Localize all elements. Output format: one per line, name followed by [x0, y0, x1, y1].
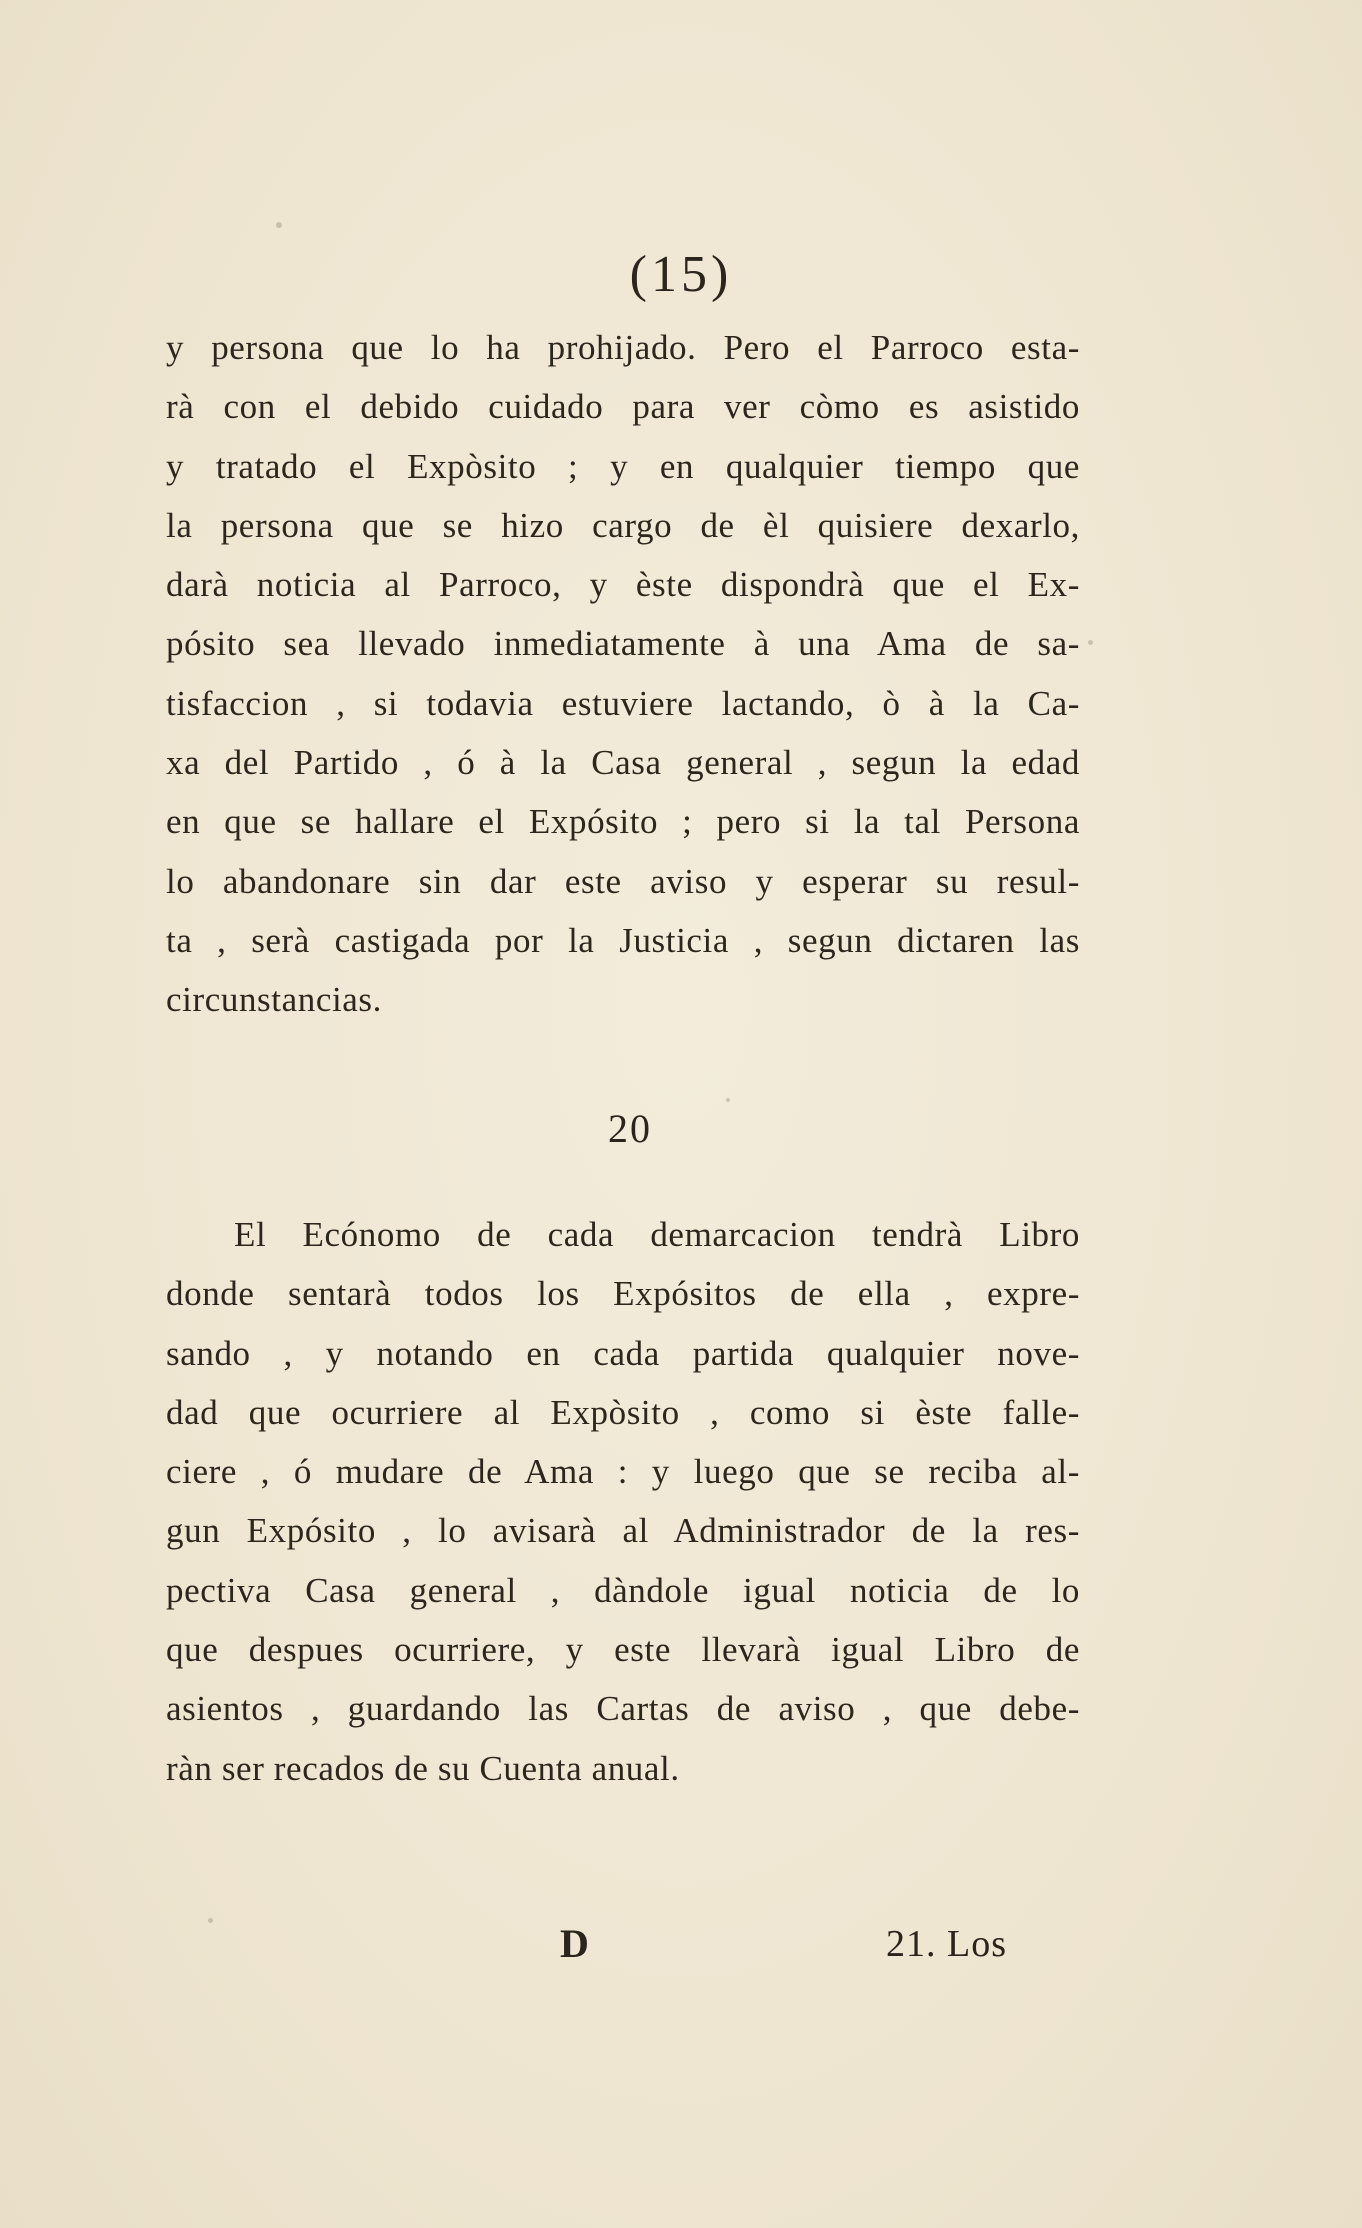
- paper-speck: [276, 222, 282, 228]
- paragraph-section-20: [166, 1205, 1080, 1798]
- text-line: ciere , ó mudare de Ama : y luego que se reciba al-: [166, 1452, 1080, 1492]
- text-line: xa del Partido , ó à la Casa general , segun la edad: [166, 743, 1080, 783]
- text-line: donde sentarà todos los Expósitos de ella , expre-: [166, 1274, 1080, 1314]
- text-line: gun Expósito , lo avisarà al Administrador de la res-: [166, 1511, 1080, 1551]
- text-line: y persona que lo ha prohijado. Pero el Parroco esta-: [166, 328, 1080, 367]
- paper-speck: [208, 1918, 213, 1923]
- text-line: ràn ser recados de su Cuenta anual.: [166, 1748, 680, 1788]
- text-line: pósito sea llevado inmediatamente à una Ama de sa-: [166, 624, 1080, 664]
- text-line: que despues ocurriere, y este llevarà igual Libro de: [166, 1630, 1080, 1670]
- text-line: circunstancias.: [166, 980, 382, 1020]
- text-line: lo abandonare sin dar este aviso y esperar su resul-: [166, 861, 1080, 901]
- text-line: pectiva Casa general , dàndole igual noticia de lo: [166, 1570, 1080, 1610]
- text-line: la persona que se hizo cargo de èl quisiere dexarlo,: [166, 505, 1080, 545]
- paper-speck: [1088, 640, 1093, 645]
- text-line: tisfaccion , si todavia estuviere lactando, ò à la Ca-: [166, 683, 1080, 723]
- text-line: darà noticia al Parroco, y èste dispondrà que el Ex-: [166, 565, 1080, 605]
- text-line: ta , serà castigada por la Justicia , segun dictaren las: [166, 920, 1080, 960]
- text-line: El Ecónomo de cada demarcacion tendrà Libro: [234, 1215, 1080, 1254]
- section-number: 20: [608, 1106, 652, 1151]
- text-line: dad que ocurriere al Expòsito , como si èste falle-: [166, 1392, 1080, 1432]
- paragraph-continued: [166, 318, 1080, 1030]
- text-line: asientos , guardando las Cartas de aviso , que debe-: [166, 1689, 1080, 1729]
- paper-speck: [726, 1098, 730, 1102]
- text-line: y tratado el Expòsito ; y en qualquier tiempo que: [166, 446, 1080, 486]
- signature-mark: D: [560, 1921, 589, 1966]
- page-number: (15): [629, 246, 733, 303]
- text-line: sando , y notando en cada partida qualquier nove-: [166, 1333, 1080, 1373]
- text-line: rà con el debido cuidado para ver còmo es asistido: [166, 387, 1080, 427]
- catchword: 21. Los: [886, 1923, 1007, 1965]
- text-line: en que se hallare el Expósito ; pero si la tal Persona: [166, 802, 1080, 842]
